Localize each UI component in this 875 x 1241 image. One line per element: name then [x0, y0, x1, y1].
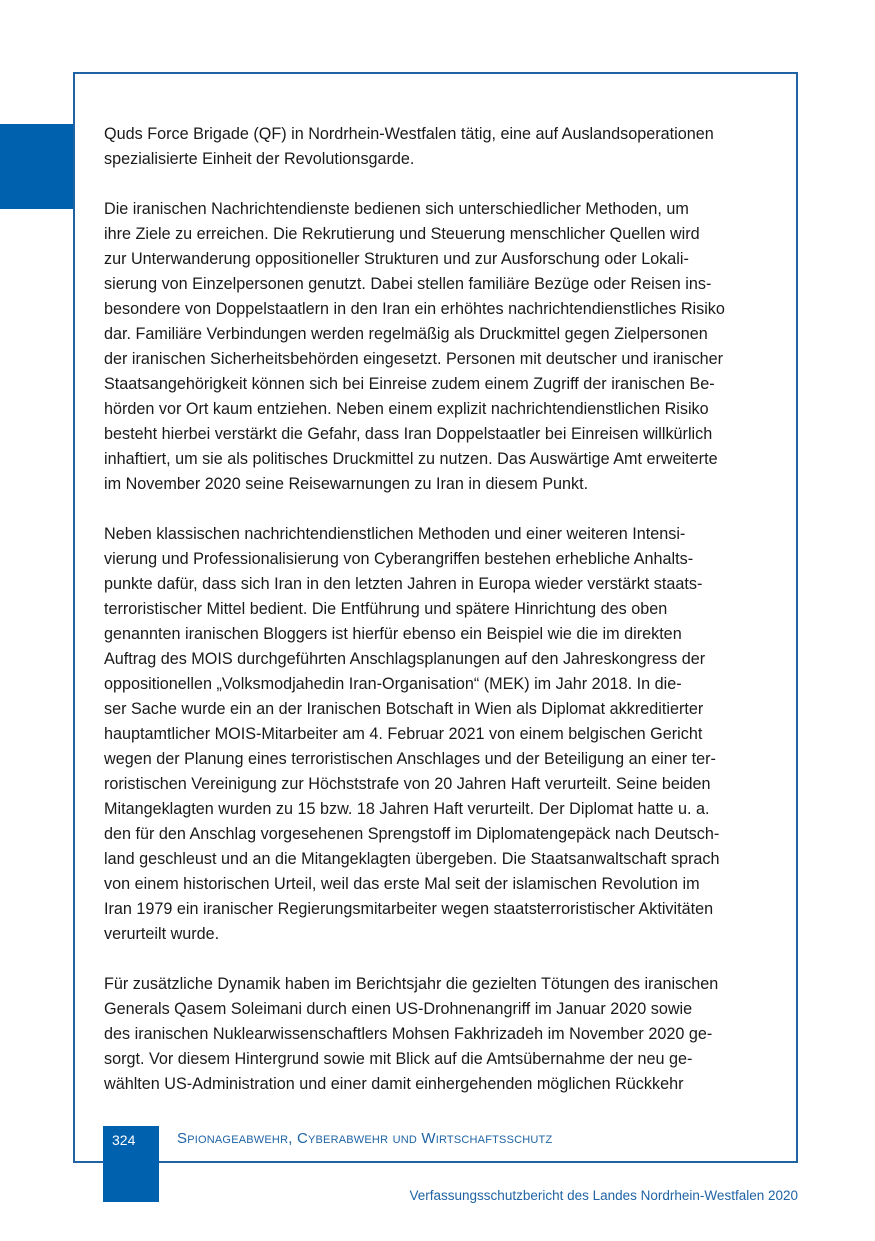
- section-title: Spionageabwehr, Cyberabwehr und Wirtschaftsschutz: [177, 1130, 553, 1147]
- paragraph: Quds Force Brigade (QF) in Nordrhein-Westfalen tätig, eine auf Auslandsoperationen spezialisierte Einheit der Revolutionsgarde.: [104, 125, 714, 168]
- paragraph: Neben klassischen nachrichtendienstlichen Methoden und einer weiteren Intensi- vierung und Professionalisierung von Cyberangriffen bestehen erhebliche Anhalts- punkte dafür, dass sich Iran in den letzten Jahren in Europa wieder verstärkt staats- terroristischer Mittel bedient. Die Entführung und spätere Hinrichtung des oben genannten iranischen Bloggers ist hierfür ebenso ein Beispiel wie die im direkten Auftrag des MOIS durchgeführten Anschlagsplanungen auf den Jahreskongress der oppositionellen „Volksmodjahedin Iran-Organisation“ (MEK) im Jahr 2018. In die- ser Sache wurde ein an der Iranischen Botschaft in Wien als Diplomat akkreditierter hauptamtlicher MOIS-Mitarbeiter am 4. Februar 2021 von einem belgischen Gericht wegen der Planung eines terroristischen Anschlages und der Beteiligung an einer ter- roristischen Vereinigung zur Höchststrafe von 20 Jahren Haft verurteilt. Seine beiden Mitangeklagten wurden zu 15 bzw. 18 Jahren Haft verurteilt. Der Diplomat hatte u. a. den für den Anschlag vorgesehenen Sprengstoff im Diplomatengepäck nach Deutsch- land geschleust und an die Mitangeklagten übergeben. Die Staatsanwaltschaft sprach von einem historischen Urteil, weil das erste Mal seit der islamischen Revolution im Iran 1979 ein iranischer Regierungsmitarbeiter wegen staatsterroristischer Aktivitäten verurteilt wurde.: [104, 525, 720, 943]
- report-title: Verfassungsschutzbericht des Landes Nordrhein-Westfalen 2020: [409, 1188, 798, 1203]
- page-number: 324: [103, 1126, 159, 1202]
- paragraph: Für zusätzliche Dynamik haben im Berichtsjahr die gezielten Tötungen des iranischen Generals Qasem Soleimani durch einen US-Drohnenangriff im Januar 2020 sowie des iranischen Nuklearwissenschaftlers Mohsen Fakhrizadeh im November 2020 ge- sorgt. Vor diesem Hintergrund sowie mit Blick auf die Amtsübernahme der neu ge- wählten US-Administration und einer damit einhergehenden möglichen Rückkehr: [104, 975, 719, 1093]
- body-text: [104, 122, 779, 1122]
- chapter-tab-marker: [0, 124, 74, 209]
- paragraph: Die iranischen Nachrichtendienste bedienen sich unterschiedlicher Methoden, um ihre Ziele zu erreichen. Die Rekrutierung und Steuerung menschlicher Quellen wird zur Unterwanderung oppositioneller Strukturen und zur Ausforschung oder Lokali- sierung von Einzelpersonen genutzt. Dabei stellen familiäre Bezüge oder Reisen ins- besondere von Doppelstaatlern in den Iran ein erhöhtes nachrichtendienstliches Risiko dar. Familiäre Verbindungen werden regelmäßig als Druckmittel gegen Zielpersonen der iranischen Sicherheitsbehörden eingesetzt. Personen mit deutscher und iranischer Staatsangehörigkeit können sich bei Einreise zudem einem Zugriff der iranischen Be- hörden vor Ort kaum entziehen. Neben einem explizit nachrichtendienstlichen Risiko besteht hierbei verstärkt die Gefahr, dass Iran Doppelstaatler bei Einreisen willkürlich inhaftiert, um sie als politisches Druckmittel zu nutzen. Das Auswärtige Amt erweiterte im November 2020 seine Reisewarnungen zu Iran in diesem Punkt.: [104, 200, 725, 493]
